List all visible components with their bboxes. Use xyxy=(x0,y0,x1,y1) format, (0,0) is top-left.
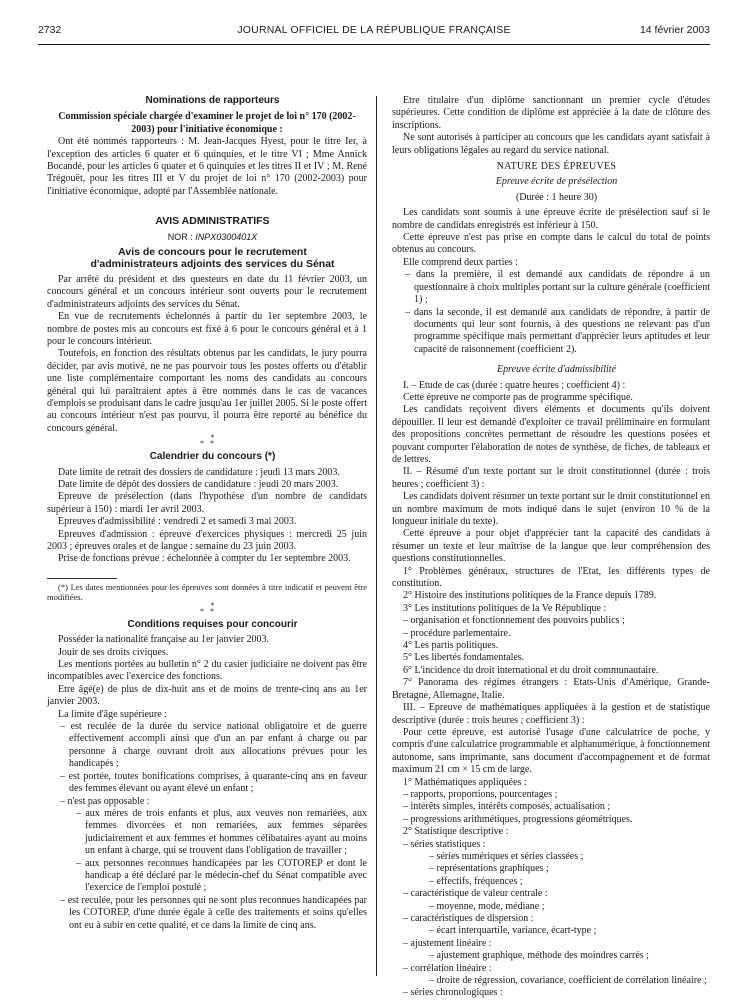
calendar-item: Epreuves d'admission : épreuve d'exercices physiques : mercredi 25 juin 2003 ; épreuves orales et de langue : semaine du 23 juin 2003. xyxy=(47,528,367,552)
duration-label: (Durée : 1 heure 30) xyxy=(515,191,598,203)
conditions-heading: Conditions requises pour concourir xyxy=(127,618,298,630)
calendar-item: Date limite de dépôt des dossiers de candidature : jeudi 20 mars 2003. xyxy=(58,478,339,490)
math-subitem: – droite de régression, covariance, coefficient de corrélation linéaire ; xyxy=(429,975,707,987)
avis-heading: AVIS ADMINISTRATIFS xyxy=(155,215,270,228)
admissibility-paragraph: Pour cette épreuve, est autorisé l'usage d'une calculatrice de poche, y compris d'une calculatrice programmable et alphanumérique, à fonctionnement autonome, sans imprimante, sans document d'accompagnement et de format maximum 21 cm × 15 cm de large. xyxy=(392,726,710,776)
math-subitem: – séries numériques et séries classées ; xyxy=(429,850,584,862)
condition-item: Les mentions portées au bulletin n° 2 du casier judiciaire ne doivent pas être incompatibles avec l'exercice des fonctions. xyxy=(47,659,367,683)
condition-item: Etre âgé(e) de plus de dix-huit ans et de moins de trente-cinq ans au 1er janvier 2003. xyxy=(47,683,367,708)
issue-date: 14 février 2003 xyxy=(639,24,710,36)
math-item: 2° Statistique descriptive : xyxy=(403,826,509,838)
program-item: 3° Les institutions politiques de la Ve République : xyxy=(403,602,607,614)
age-limit-item: – n'est pas opposable : xyxy=(60,795,150,807)
nor-label: NOR : xyxy=(167,231,193,242)
admissibility-paragraph: Les candidats doivent résumer un texte portant sur le droit constitutionnel en un nombre maximum de mots indiqué dans le sujet (environ 10 % de la longueur initiale du texte). xyxy=(392,491,710,527)
nor-reference xyxy=(47,231,367,243)
program-item: 4° Les partis politiques. xyxy=(403,640,499,652)
math-subitem: – écart interquartile, variance, écart-type ; xyxy=(429,925,597,937)
concours-paragraph: Toutefois, en fonction des résultats obtenus par les candidats, le jury pourra décider, par avis motivé, ne ne pas pourvoir tous les postes offerts ou d'établir une liste complémentaire comportant les noms des candidats au concours général qui lui paraîtraient aptes à être nommés dans le cas de vacances d'emplois se produisant dans le cadre jusqu'au 1er juillet 2005. Si le poste offert au concours intérieur n'est pas pourvu, il pourra être reporté au bénéfice du concours général. xyxy=(47,348,367,434)
preselection-paragraph: Les candidats sont soumis à une épreuve écrite de présélection sauf si le nombre de candidats enregistrés est inférieur à 150. xyxy=(392,207,710,231)
math-item: – progressions arithmétiques, progressions géométriques. xyxy=(403,813,633,825)
commission-heading: Commission spéciale chargée d'examiner le projet de loi n° 170 (2002-2003) pour l'initiative économique : xyxy=(58,111,356,135)
admissibility-paragraph: Cette épreuve ne comporte pas de programme spécifique. xyxy=(403,391,633,403)
calendar-item: Prise de fonctions prévue : échelonnée à compter du 1er septembre 2003. xyxy=(58,553,351,565)
preselection-item: – dans la seconde, il est demandé aux candidats de répondre, à partir de documents qui leur sont fournis, à des questions ne relevant pas d'un programme spécifique mais permettant d'apprécier leurs aptitudes et leur capacité de raisonnement (coefficient 2). xyxy=(405,306,710,355)
concours-paragraph: En vue de recrutements échelonnés à partir du 1er septembre 2003, le nombre de postes mis au concours est fixé à 6 pour le concours général et à 1 pour le concours intérieur. xyxy=(47,311,367,347)
concours-paragraph: Par arrêté du président et des questeurs en date du 11 février 2003, un concours général et un concours intérieur sont ouverts pour le recrutement d'administrateurs adjoints des services du Sénat. xyxy=(47,273,367,310)
math-item: – rapports, proportions, pourcentages ; xyxy=(403,788,558,800)
header-rule xyxy=(38,44,710,45)
condition-item: Posséder la nationalité française au 1er janvier 2003. xyxy=(58,634,270,646)
math-item: – ajustement linéaire : xyxy=(403,937,492,949)
math-subitem: – moyenne, mode, médiane ; xyxy=(429,900,545,912)
preselection-paragraph: Cette épreuve n'est pas prise en compte dans le calcul du total de points obtenus au concours. xyxy=(392,232,710,256)
admissibility-heading: Epreuve écrite d'admissibilité xyxy=(497,364,616,376)
nominations-heading: Nominations de rapporteurs xyxy=(145,95,280,106)
math-item: – caractéristiques de dispersion : xyxy=(403,913,534,924)
preselection-item: – dans la première, il est demandé aux candidats de répondre à un questionnaire à choix multiples portant sur la culture générale (coefficient 1) ; xyxy=(405,269,710,306)
age-limit-subitem: – aux mères de trois enfants et plus, aux veuves non remariées, aux femmes divorcées et non remariées, aux femmes séparées judiciairement et aux femmes et hommes célibataires ayant au moins un enfant à charge, qui se trouvent dans l'obligation de travailler ; xyxy=(76,807,367,857)
concours-heading-1: Avis de concours pour le recrutement xyxy=(118,246,307,259)
program-item: – procédure parlementaire. xyxy=(403,627,511,639)
program-item: 1° Problèmes généraux, structures de l'Etat, les différents types de constitution. xyxy=(392,565,710,590)
age-limit-item: – est reculée de la durée du service national obligatoire et de guerre effectivement accompli ainsi que d'un an par enfant à charge ou par personne à charge ouvrant droit aux allocations prévues pour les handicapés ; xyxy=(60,721,367,770)
math-subitem: – ajustement graphique, méthode des moindres carrés ; xyxy=(429,950,649,962)
math-item: – corrélation linéaire : xyxy=(403,962,492,974)
math-subitem: – effectifs, fréquences ; xyxy=(429,875,523,887)
diploma-paragraph: Etre titulaire d'un diplôme sanctionnant un premier cycle d'études supérieures. Cette condition de diplôme est appréciée à la date de clôture des inscriptions. xyxy=(392,95,710,131)
admissibility-paragraph: II. – Résumé d'un texte portant sur le droit constitutionnel (durée : trois heures ; coefficient 3) : xyxy=(392,466,710,490)
admissibility-paragraph: Les candidats reçoivent divers éléments et documents qu'ils doivent dépouiller. Il leur est demandé d'exploiter ce travail préliminaire en formulant des propositions concrètes permettant de résoudre les questions posées et pouvant comporter l'élaboration de notes de synthèse, de fiches, de tableaux et de lettres. xyxy=(392,404,710,465)
program-item: – organisation et fonctionnement des pouvoirs publics ; xyxy=(403,615,625,627)
footnote-rule xyxy=(47,578,117,579)
journal-title: JOURNAL OFFICIEL DE LA RÉPUBLIQUE FRANÇAISE xyxy=(237,24,511,36)
age-limit-item: – est reculée, pour les personnes qui ne sont plus reconnues handicapées par les COTOREP, d'une durée égale à celle des traitements et soins qu'elles ont eu à subir en cette qualité, et ce dans la limite de cinq ans. xyxy=(60,894,367,931)
program-item: 2° Histoire des institutions politiques de la France depuis 1789. xyxy=(403,590,657,602)
math-subitem: – représentations graphiques ; xyxy=(429,863,549,875)
left-column xyxy=(47,95,367,932)
math-item: – caractéristique de valeur centrale : xyxy=(403,888,548,900)
page-header xyxy=(38,24,710,38)
nominations-text: Ont été nommés rapporteurs : M. Jean-Jacques Hyest, pour le titre Ier, à l'exception des articles 6 quater et 6 quinquies, et le titre VI ; Mme Annick Bocandé, pour les articles 6 quater et 6 quinquies et les titres II et IV ; M. René Trégouët, pour les titres III et V du projet de loi n° 170 (2002-2003) pour l'initiative économique, adopté par l'Assemblée nationale. xyxy=(47,136,367,197)
admissibility-paragraph: I. – Etude de cas (durée : quatre heures ; coefficient 4) : xyxy=(403,379,626,391)
calendar-item: Epreuve de présélection (dans l'hypothèse d'un nombre de candidats supérieur à 150) : mardi 1er avril 2003. xyxy=(47,491,367,515)
concours-heading-2: d'administrateurs adjoints des services du Sénat xyxy=(90,258,335,271)
column-divider xyxy=(376,96,377,976)
math-item: – séries chronologiques : xyxy=(403,987,503,999)
calendar-item: Date limite de retrait des dossiers de candidature : jeudi 13 mars 2003. xyxy=(58,466,340,478)
admissibility-paragraph: Cette épreuve a pour objet d'apprécier tant la capacité des candidats à résumer un texte et leur maîtrise de la langue que leur compréhension des questions constitutionnelles. xyxy=(392,528,710,565)
right-column xyxy=(392,95,710,1000)
math-item: 1° Mathématiques appliquées : xyxy=(403,776,527,788)
age-limit-item: – est portée, toutes bonifications comprises, à quarante-cinq ans en faveur des femmes élevant ou ayant élevé un enfant ; xyxy=(60,770,367,795)
program-item: 6° L'incidence du droit international et du droit communautaire. xyxy=(403,664,659,676)
age-limit-subitem: – aux personnes reconnues handicapées par les COTOREP et dont le handicap a été déclaré par le médecin-chef du Sénat compatible avec l'exercice de l'emploi postulé ; xyxy=(76,857,367,894)
program-item: 5° Les libertés fondamentales. xyxy=(403,652,525,664)
condition-item: La limite d'âge supérieure : xyxy=(58,708,167,720)
admissibility-paragraph: III. – Epreuve de mathématiques appliquées à la gestion et de statistique descriptive (durée : trois heures ; coefficient 3) : xyxy=(392,702,710,726)
condition-item: Jouir de ses droits civiques. xyxy=(58,646,169,658)
nor-value: INPX0300401X xyxy=(195,231,258,242)
preselection-paragraph: Elle comprend deux parties : xyxy=(403,256,518,268)
calendrier-heading: Calendrier du concours (*) xyxy=(149,451,276,463)
footnote: (*) Les dates mentionnées pour les épreuves sont données à titre indicatif et peuvent être modifiées. xyxy=(47,581,367,603)
preselection-heading: Epreuve écrite de présélection xyxy=(495,176,618,188)
nature-heading: NATURE DES ÉPREUVES xyxy=(496,161,617,173)
page-number: 2732 xyxy=(38,24,62,36)
separator-stars: * * * xyxy=(200,433,215,449)
separator-stars: * * * xyxy=(200,600,215,616)
math-item: – séries statistiques : xyxy=(403,838,486,850)
math-item: – intérêts simples, intérêts composés, actualisation ; xyxy=(403,801,611,813)
program-item: 7° Panorama des régimes étrangers : Etats-Unis d'Amérique, Grande-Bretagne, Allemagne, Italie. xyxy=(392,677,710,701)
service-paragraph: Ne sont autorisés à participer au concours que les candidats ayant satisfait à leurs obligations légales au regard du service national. xyxy=(392,132,710,156)
calendar-item: Epreuves d'admissibilité : vendredi 2 et samedi 3 mai 2003. xyxy=(58,516,297,528)
